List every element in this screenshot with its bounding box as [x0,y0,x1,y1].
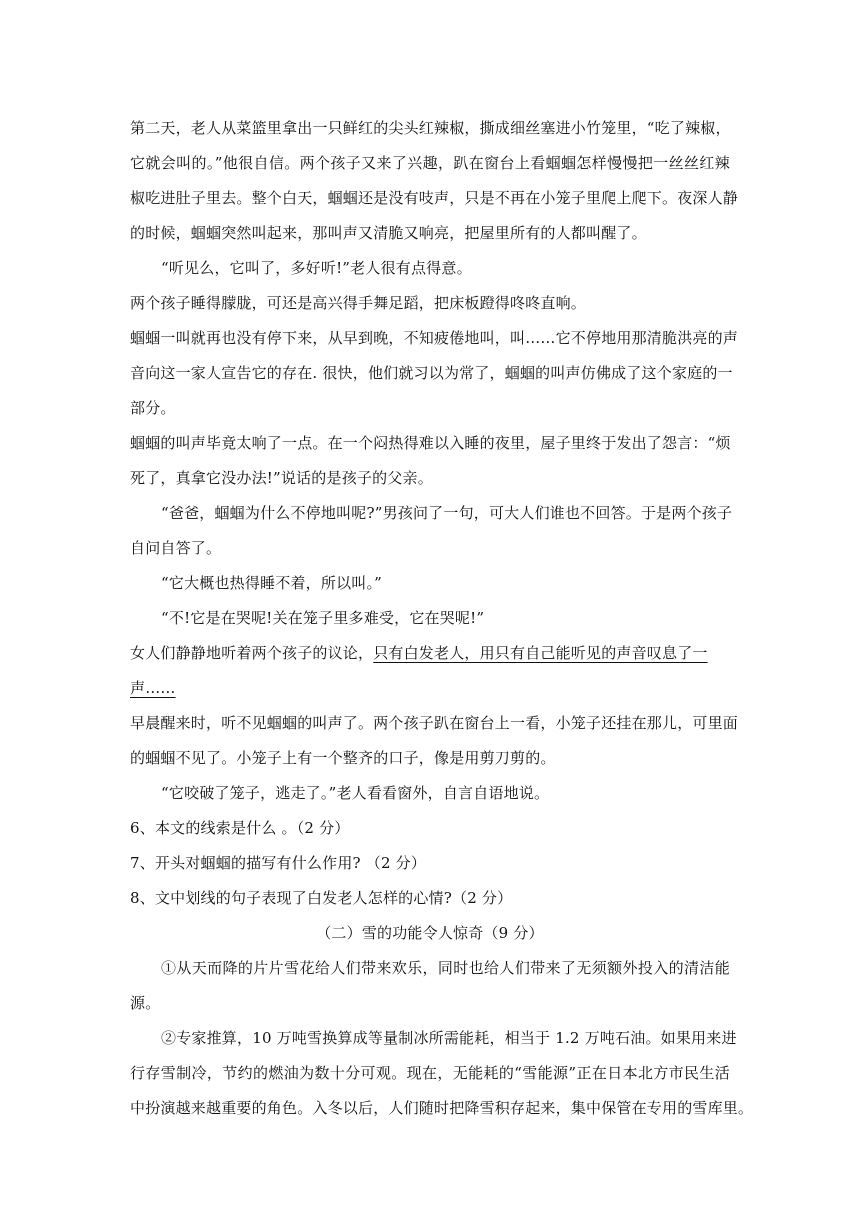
section2-title: （二）雪的功能令人惊奇（9 分） [316,924,544,942]
question-6: 6、本文的线索是什么 。（2 分） [130,819,350,837]
story-p4-line2: 音向这一家人宣告它的存在. 很快，他们就习以为常了，蝈蝈的叫声仿佛成了这个家庭的一 [130,364,733,382]
story-p5-line1: 蝈蝈的叫声毕竟太响了一点。在一个闷热得难以入睡的夜里，屋子里终于发出了怨言：“烦 [130,434,731,452]
question-7: 7、开头对蝈蝈的描写有什么作用? （2 分） [130,854,427,872]
section2-p1-line2: 源。 [130,994,161,1012]
section2-p2-line2: 行存雪制冷，节约的燃油为数十分可观。现在，无能耗的“雪能源”正在日本北方市民生活 [130,1064,730,1082]
story-p11: “它咬破了笼子，逃走了。”老人看看窗外，自言自语地说。 [161,784,550,802]
question-8: 8、文中划线的句子表现了白发老人怎样的心情?（2 分） [130,889,513,907]
story-p10-line1: 早晨醒来时，听不见蝈蝈的叫声了。两个孩子趴在窗台上一看，小笼子还挂在那儿，可里面 [130,714,739,732]
story-p1-line4: 的时候，蝈蝈突然叫起来，那叫声又清脆又响亮，把屋里所有的人都叫醒了。 [130,224,647,242]
story-p5-line2: 死了，真拿它没办法!”说话的是孩子的父亲。 [130,469,433,487]
story-p9-line2 [130,678,730,698]
story-p1-line3: 椒吃进肚子里去。整个白天，蝈蝈还是没有吱声，只是不再在小笼子里爬上爬下。夜深人静 [130,189,739,207]
story-p3: 两个孩子睡得朦胧，可还是高兴得手舞足蹈，把床板蹬得咚咚直响。 [130,294,587,312]
story-p6-line2: 自问自答了。 [130,539,222,557]
story-p2: “听见么，它叫了，多好听!”老人很有点得意。 [161,259,472,277]
story-p1-line2: 它就会叫的。”他很自信。两个孩子又来了兴趣，趴在窗台上看蝈蝈怎样慢慢把一丝丝红辣 [130,154,730,172]
section2-p2-line3: 中扮演越来越重要的角色。入冬以后，人们随时把降雪积存起来，集中保管在专用的雪库里。 [130,1099,754,1117]
story-p7: “它大概也热得睡不着，所以叫。” [161,574,383,592]
story-p6-line1: “爸爸，蝈蝈为什么不停地叫呢?”男孩问了一句，可大人们谁也不回答。于是两个孩子 [161,504,733,522]
story-p1-line1: 第二天，老人从菜篮里拿出一只鲜红的尖头红辣椒，撕成细丝塞进小竹笼里，“吃了辣椒， [130,119,731,137]
story-p9-plain: 女人们静静地听着两个孩子的议论， [130,644,374,662]
story-p4-line3: 部分。 [130,399,176,417]
story-p9-line1 [130,643,730,663]
underlined-sentence-part1: 只有白发老人，用只有自己能听见的声音叹息了一 [373,644,708,662]
section2-p1-line1: ①从天而降的片片雪花给人们带来欢乐，同时也给人们带来了无须额外投入的清洁能 [161,959,730,977]
section2-p2-line1: ②专家推算，10 万吨雪换算成等量制冰所需能耗，相当于 1.2 万吨石油。如果用来进 [161,1029,737,1047]
story-p8: “不!它是在哭呢!关在笼子里多难受，它在哭呢!” [161,609,485,627]
underlined-sentence-part2: 声…… [130,679,176,697]
story-p10-line2: 的蝈蝈不见了。小笼子上有一个整齐的口子，像是用剪刀剪的。 [130,749,556,767]
story-p4-line1: 蝈蝈一叫就再也没有停下来，从早到晚，不知疲倦地叫，叫……它不停地用那清脆洪亮的声 [130,329,739,347]
